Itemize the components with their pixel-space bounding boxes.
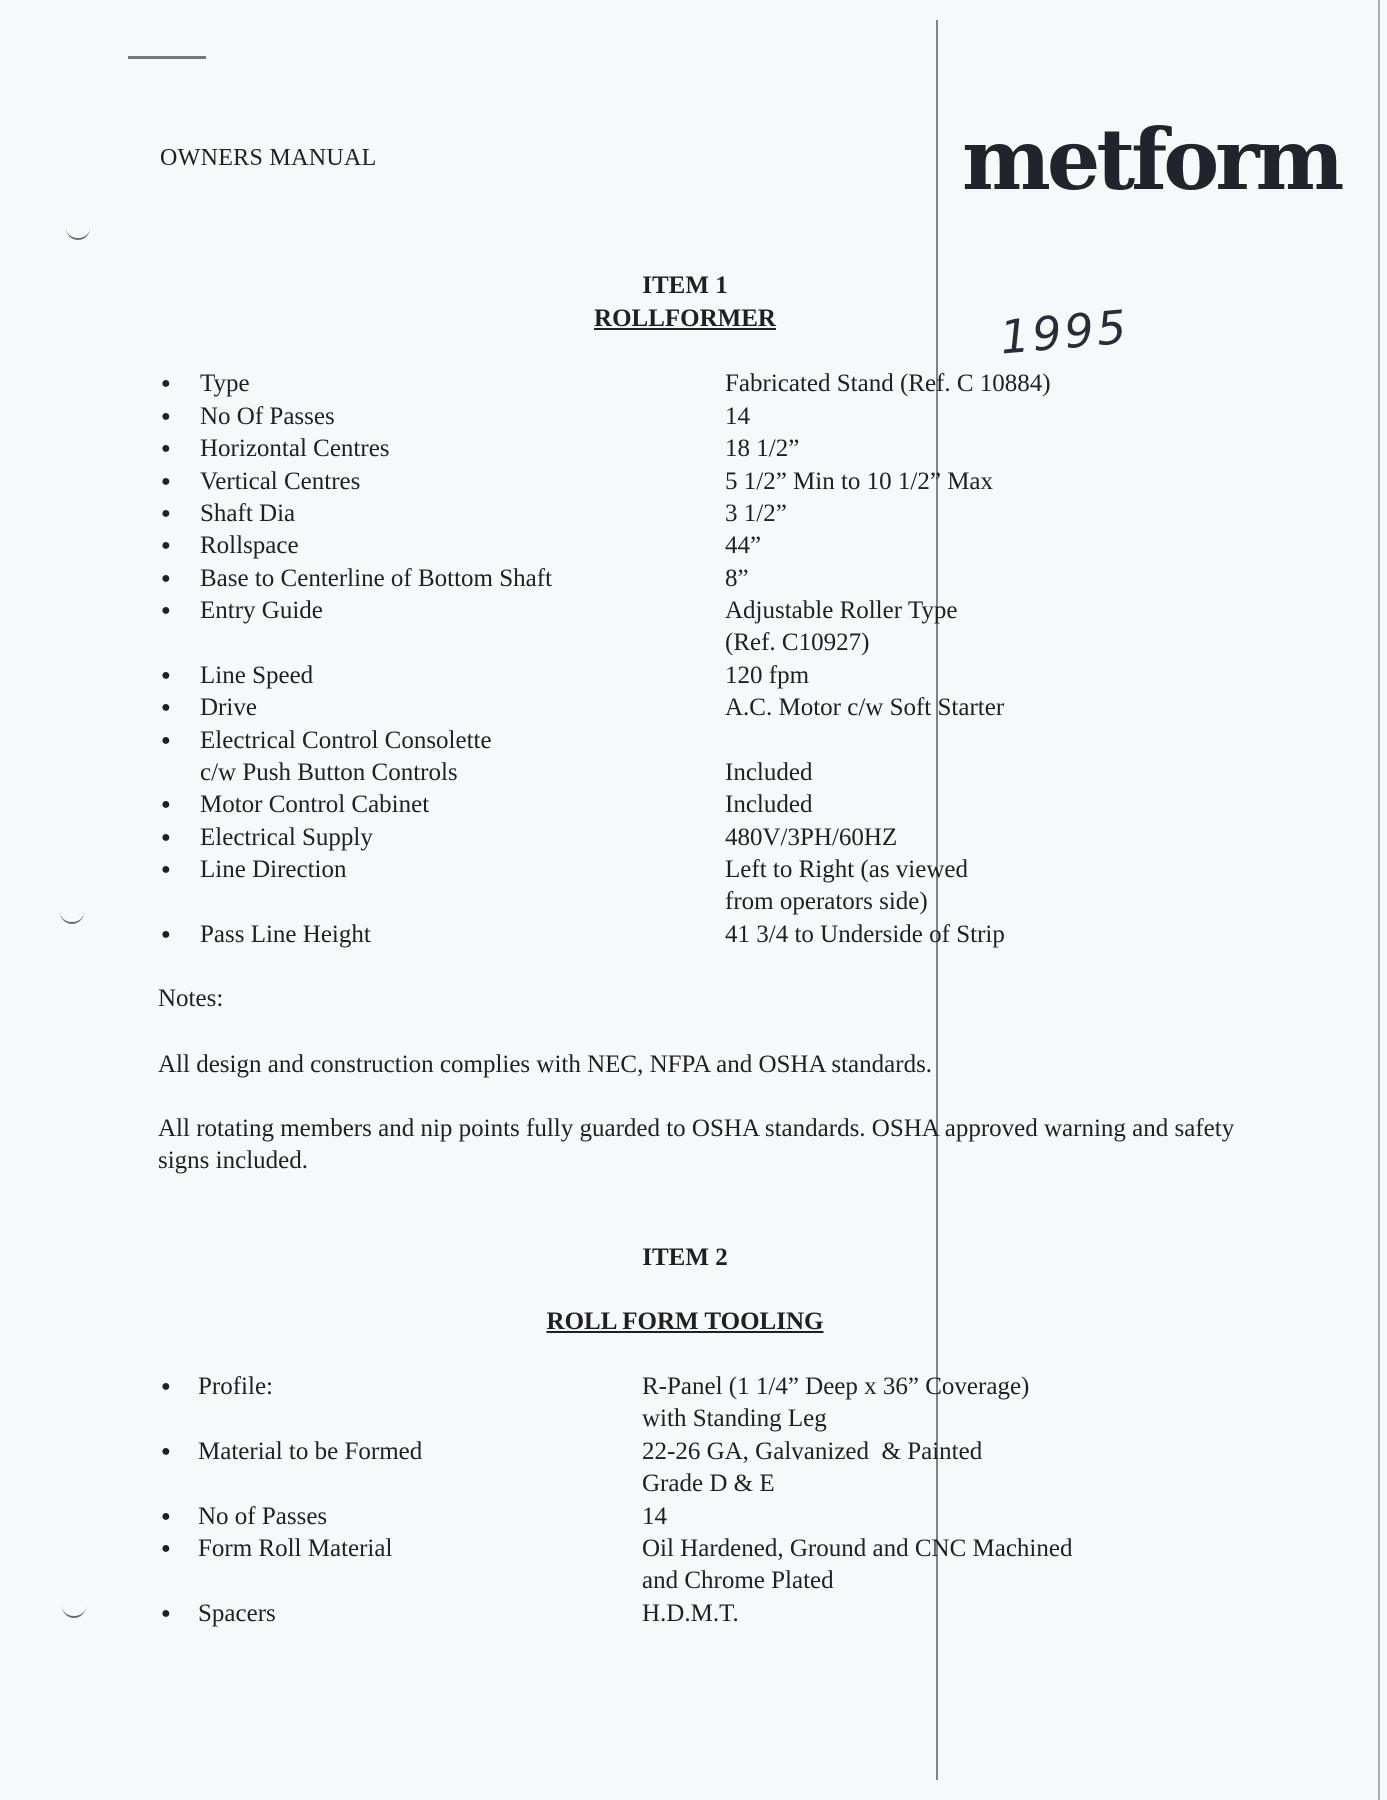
spec-value: Fabricated Stand (Ref. C 10884) [725,370,1051,397]
spec-value: R-Panel (1 1/4” Deep x 36” Coverage) with Standing Leg [642,1373,1030,1432]
bullet-icon: ● [161,505,171,522]
spec-label: Drive [200,694,257,721]
spec-label: Form Roll Material [198,1535,393,1562]
spec-label: No of Passes [198,1503,328,1530]
punch-hole-mark [66,228,90,240]
item1-number: ITEM 1 [642,272,728,299]
spec-label: Rollspace [200,532,299,559]
note-paragraph: All design and construction complies with NEC, NFPA and OSHA standards. [158,1051,933,1078]
item2-number: ITEM 2 [642,1244,728,1271]
bullet-icon: ● [161,1443,171,1460]
spec-value: 14 [642,1503,667,1530]
spec-value: Included [725,791,813,818]
note-paragraph: All rotating members and nip points fully guarded to OSHA standards. OSHA approved warning and safety signs included. [158,1115,1235,1174]
spec-value: Left to Right (as viewed from operators side) [725,856,968,915]
bullet-icon: ● [161,440,171,457]
page-edge-line [1378,0,1380,1800]
punch-hole-mark [62,1606,86,1618]
bullet-icon: ● [161,699,171,716]
spec-label: Electrical Control Consolette c/w Push Button Controls [200,727,492,786]
spec-label: Line Speed [200,662,314,689]
bullet-icon: ● [161,1540,171,1557]
bullet-icon: ● [161,1378,171,1395]
spec-value: 22-26 GA, Galvanized & Painted Grade D & E [642,1438,983,1497]
bullet-icon: ● [161,1508,171,1525]
spec-value: A.C. Motor c/w Soft Starter [725,694,1005,721]
bullet-icon: ● [161,926,171,943]
spec-value: 3 1/2” [725,500,787,527]
handwritten-year: 1995 [997,299,1132,365]
bullet-icon: ● [161,602,171,619]
spec-value: 18 1/2” [725,435,800,462]
bullet-icon: ● [161,408,171,425]
spec-label: Motor Control Cabinet [200,791,430,818]
brand-logo: metform [962,110,1341,209]
punch-hole-mark [60,912,84,924]
document-label: OWNERS MANUAL [160,145,377,171]
notes-heading: Notes: [158,985,224,1012]
item1-title: ROLLFORMER [594,305,776,332]
spec-label: Type [200,370,250,397]
spec-value: Oil Hardened, Ground and CNC Machined and Chrome Plated [642,1535,1073,1594]
spec-value: 480V/3PH/60HZ [725,824,898,851]
bullet-icon: ● [161,570,171,587]
bullet-icon: ● [161,796,171,813]
bullet-icon: ● [161,732,171,749]
spec-label: No Of Passes [200,403,335,430]
spec-label: Spacers [198,1600,276,1627]
scan-mark [128,56,206,59]
bullet-icon: ● [161,667,171,684]
bullet-icon: ● [161,1605,171,1622]
bullet-icon: ● [161,861,171,878]
spec-label: Shaft Dia [200,500,296,527]
bullet-icon: ● [161,375,171,392]
spec-label: Electrical Supply [200,824,373,851]
spec-value: 120 fpm [725,662,810,689]
spec-label: Pass Line Height [200,921,371,948]
bullet-icon: ● [161,537,171,554]
spec-value: Adjustable Roller Type (Ref. C10927) [725,597,958,656]
spec-label: Line Direction [200,856,347,883]
bullet-icon: ● [161,473,171,490]
spec-value: H.D.M.T. [642,1600,739,1627]
spec-label: Entry Guide [200,597,323,624]
spec-label: Base to Centerline of Bottom Shaft [200,565,553,592]
bullet-icon: ● [161,829,171,846]
spec-value: 5 1/2” Min to 10 1/2” Max [725,468,994,495]
spec-label: Profile: [198,1373,273,1400]
spec-value: Included [725,759,813,786]
item2-title: ROLL FORM TOOLING [546,1308,824,1335]
spec-label: Vertical Centres [200,468,361,495]
spec-value: 41 3/4 to Underside of Strip [725,921,1005,948]
spec-value: 8” [725,565,749,592]
spec-label: Material to be Formed [198,1438,423,1465]
spec-value: 44” [725,532,762,559]
spec-value: 14 [725,403,750,430]
spec-label: Horizontal Centres [200,435,390,462]
